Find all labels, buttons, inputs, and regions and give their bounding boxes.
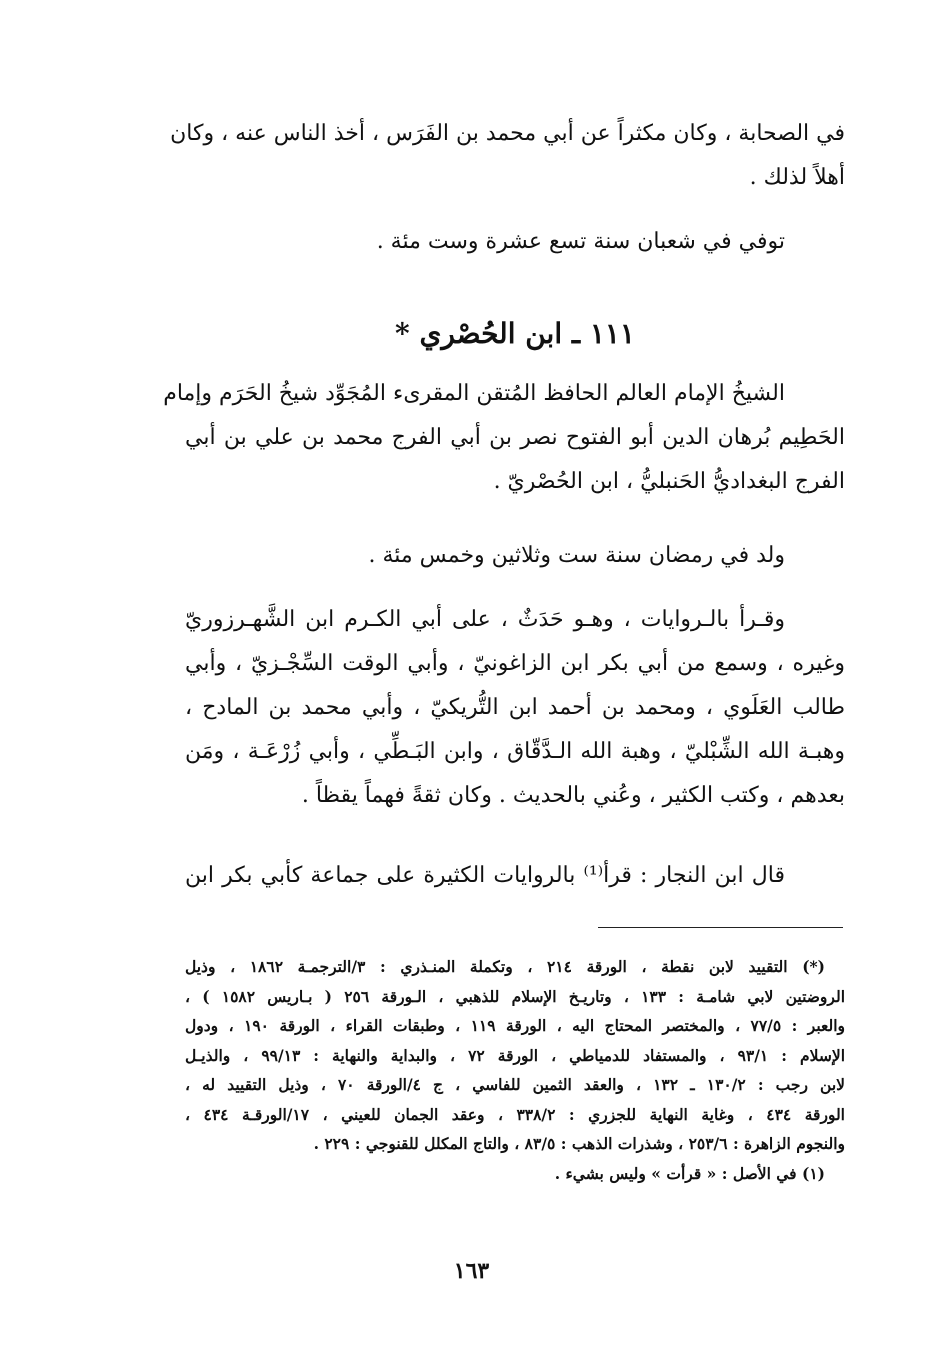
paragraph-full-name xyxy=(163,372,845,504)
footnote-line: الورقة ٤٣٤ ، وغاية النهاية للجزري : ٣٣٨/٢ ، وعقد الجمان للعيني ، ١٧/الورقـة ٤٣٤ ، xyxy=(185,1104,845,1124)
text-line: ولد في رمضان سنة ست وثلاثين وخمس مئة . xyxy=(368,543,785,568)
footnote-line: والنجوم الزاهرة : ٢٥٣/٦ ، وشذرات الذهب : ٨٣/٥ ، والتاج المكلل للقنوجي : ٢٢٩ . xyxy=(313,1134,845,1153)
footnote-separator xyxy=(598,927,843,928)
footnote-line: الإسلام : ٩٣/١ ، والمستفاد للدمياطي ، الورقة ٧٢ ، والبداية والنهاية : ٩٩/١٣ ، والذيـل xyxy=(185,1045,845,1065)
footnote-line: لابن رجب : ١٣٠/٢ ـ ١٣٢ ، والعقد الثمين للفاسي ، ج ٤/الورقة ٧٠ ، وذيل التقييد له ، xyxy=(185,1075,845,1094)
text-line: الفرج البغداديُّ الحَنبليُّ ، ابن الحُصْريّ . xyxy=(493,469,845,494)
text-line: الحَطِيم بُرهان الدين أبو الفتوح نصر بن أبي الفرج محمد بن علي بن أبي xyxy=(185,425,845,450)
text-line: توفي في شعبان سنة تسع عشرة وست مئة . xyxy=(376,229,785,254)
page-number: ١٦٣ xyxy=(453,1258,490,1284)
paragraph-ibn-al-najjar xyxy=(185,854,845,898)
biography-heading: ١١١ ـ ابن الحُصْري * xyxy=(395,317,635,350)
paragraph-teachers xyxy=(185,598,845,818)
text-line: وغيره ، وسمع من أبي بكر ابن الزاغونيّ ، وأبي الوقت السِّجْـزيّ ، وأبي xyxy=(185,651,845,676)
text-line: أهلاً لذلك . xyxy=(749,165,845,190)
text-line: طالب العَلَوي ، ومحمد بن أحمد ابن التُّريكيّ ، وأبي محمد بن المادح ، xyxy=(185,695,845,720)
text-line: وقـرأ بالـروايات ، وهـو حَدَثٌ ، على أبي الكـرم ابن الشَّهـرزوريّ xyxy=(185,607,785,632)
footnote-line: الروضتين لابي شامـة : ١٣٣ ، وتاريـخ الإسلام للذهبي ، الـورقة ٢٥٦ ( بـاريس ١٥٨٢ ) ، xyxy=(185,986,845,1006)
footnote-line: (*) التقييد لابن نقطة ، الورقة ٢١٤ ، وتكملة المنـذري : ٣/الترجمـة ١٨٦٢ ، وذيل xyxy=(185,957,825,976)
footnotes xyxy=(185,952,845,1188)
text-line: قال ابن النجار : قرأ⁽¹⁾ بالروايات الكثيرة على جماعة كأبي بكر ابن xyxy=(185,863,785,888)
text-line: وهبـة الله الشِّبْليّ ، وهبة الله الـدَّقّاق ، وابن البَـطِّي ، وأبي زُرْعَـة ، ومَن xyxy=(185,739,845,764)
paragraph-death-date xyxy=(185,220,845,264)
text-line: الشيخُ الإمام العالم الحافظ المُتقن المقرىء المُجَوِّد شيخُ الحَرَم وإمام xyxy=(163,381,785,406)
footnote-line: والعبر : ٧٧/٥ ، والمختصر المحتاج اليه ، الورقة ١١٩ ، وطبقات القراء ، الورقة ١٩٠ ، ودول xyxy=(185,1016,846,1035)
text-line: بعدهم ، وكتب الكثير ، وعُني بالحديث . وكان ثقةً فهماً يقظاً . xyxy=(301,783,845,808)
paragraph-birth-date xyxy=(185,534,845,578)
footnote-1: (١) في الأصل : « قرأت » وليس بشيء . xyxy=(554,1163,825,1183)
paragraph-continuation xyxy=(170,112,845,200)
text-line: في الصحابة ، وكان مكثراً عن أبي محمد بن الفَرَس ، أخذ الناس عنه ، وكان xyxy=(170,121,845,146)
